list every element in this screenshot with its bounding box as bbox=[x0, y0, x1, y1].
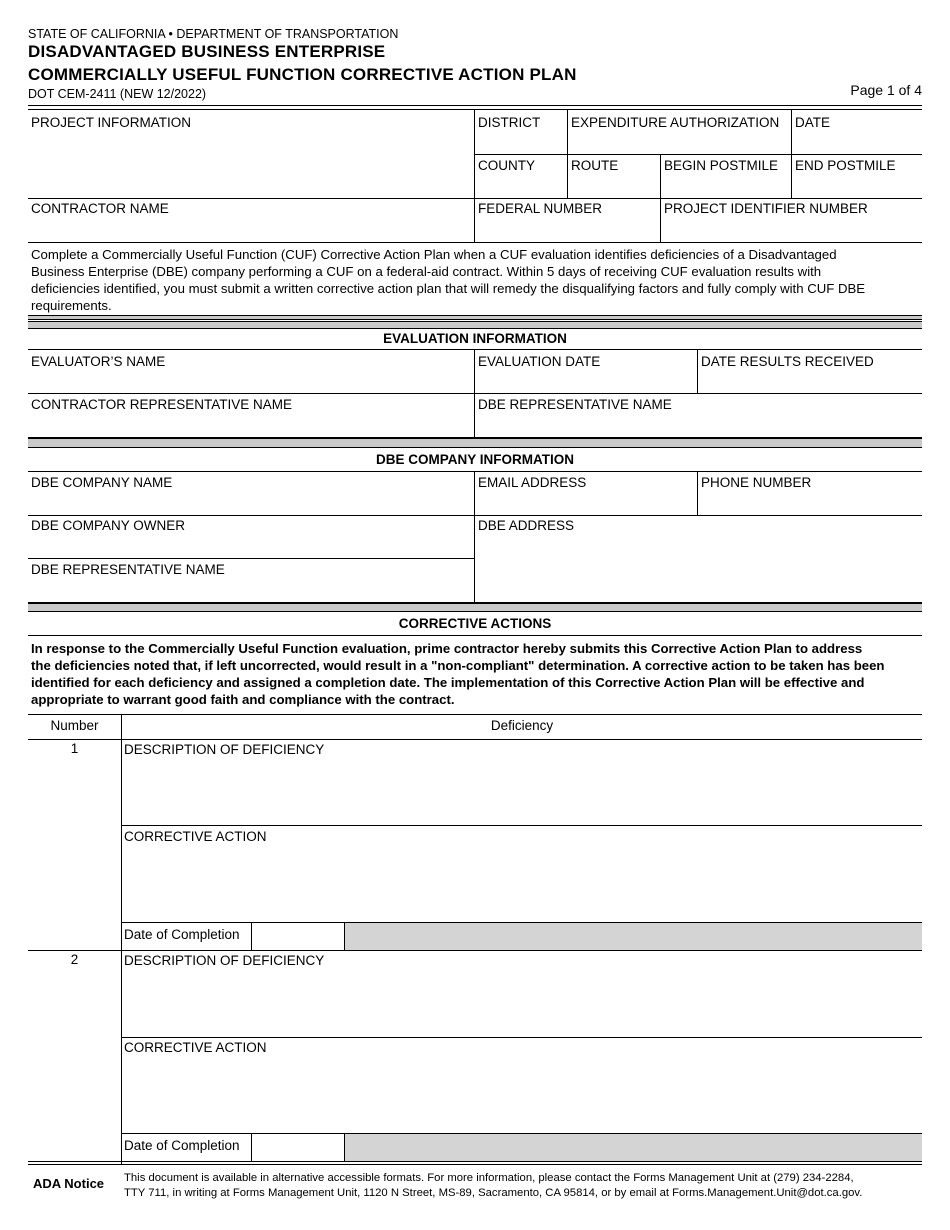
corrective-actions-heading: CORRECTIVE ACTIONS bbox=[398, 616, 552, 631]
end-postmile-field[interactable] bbox=[792, 174, 922, 197]
description-of-deficiency-field[interactable] bbox=[122, 971, 922, 1036]
corrective-statement: In response to the Commercially Useful Function evaluation, prime contractor hereby submits this Corrective Action Plan to address the deficiencies noted that, if left uncorrected, would result in a "non-compliant" determination. A corrective action to be taken has been identified for each deficiency and assigned a completion date. The implementation of this Corrective Action Plan will be effective and appropriate to warrant good faith and compliance with the contract. bbox=[31, 641, 885, 707]
evaluator-name-label: EVALUATOR’S NAME bbox=[31, 354, 166, 369]
dbe-address-field[interactable] bbox=[475, 534, 922, 601]
ada-notice-text: This document is available in alternative accessible formats. For more information, please contact the Forms Management Unit at (279) 234-2284, TTY 711, in writing at Forms Management Unit, 1120 N Street, MS-89, Sacramento, CA 95814, or by email at Forms.Management.Unit@dot.ca.gov. bbox=[124, 1172, 863, 1199]
federal-number-field[interactable] bbox=[475, 218, 660, 241]
project-information-field[interactable] bbox=[28, 131, 474, 197]
evaluation-date-label: EVALUATION DATE bbox=[478, 354, 601, 369]
form-number: DOT CEM-2411 (NEW 12/2022) bbox=[28, 87, 207, 101]
column-header-number: Number bbox=[50, 718, 99, 733]
date-of-completion-label: Date of Completion bbox=[124, 1138, 240, 1153]
description-of-deficiency-label: DESCRIPTION OF DEFICIENCY bbox=[124, 953, 325, 968]
description-of-deficiency-field[interactable] bbox=[122, 760, 922, 824]
project-identifier-number-field[interactable] bbox=[661, 218, 922, 241]
date-field[interactable] bbox=[792, 131, 922, 153]
date-results-received-field[interactable] bbox=[698, 370, 922, 392]
dbe-rep-name-field[interactable] bbox=[475, 413, 922, 436]
date-of-completion-field[interactable] bbox=[252, 923, 344, 950]
route-label: ROUTE bbox=[571, 158, 619, 173]
begin-postmile-field[interactable] bbox=[661, 174, 791, 197]
expenditure-authorization-field[interactable] bbox=[568, 131, 791, 153]
dbe-representative-name-label: DBE REPRESENTATIVE NAME bbox=[31, 562, 225, 577]
evaluation-date-field[interactable] bbox=[475, 370, 697, 392]
contractor-rep-name-label: CONTRACTOR REPRESENTATIVE NAME bbox=[31, 397, 293, 412]
agency-line: STATE OF CALIFORNIA • DEPARTMENT OF TRANSPORTATION bbox=[28, 27, 399, 41]
contractor-rep-name-field[interactable] bbox=[28, 413, 474, 436]
date-of-completion-label: Date of Completion bbox=[124, 927, 240, 942]
header-rule bbox=[28, 105, 922, 106]
shaded-cell bbox=[345, 1134, 922, 1161]
dbe-company-name-field[interactable] bbox=[28, 491, 474, 514]
contractor-name-label: CONTRACTOR NAME bbox=[31, 201, 169, 216]
begin-postmile-label: BEGIN POSTMILE bbox=[664, 158, 779, 173]
date-results-received-label: DATE RESULTS RECEIVED bbox=[701, 354, 874, 369]
project-identifier-number-label: PROJECT IDENTIFIER NUMBER bbox=[664, 201, 868, 216]
route-field[interactable] bbox=[568, 174, 660, 197]
description-of-deficiency-label: DESCRIPTION OF DEFICIENCY bbox=[124, 742, 325, 757]
federal-number-label: FEDERAL NUMBER bbox=[478, 201, 603, 216]
ada-notice-label: ADA Notice bbox=[33, 1176, 105, 1191]
dbe-rep-name-label: DBE REPRESENTATIVE NAME bbox=[478, 397, 672, 412]
dbe-address-label: DBE ADDRESS bbox=[478, 518, 575, 533]
email-address-field[interactable] bbox=[475, 491, 697, 514]
date-label: DATE bbox=[795, 115, 831, 130]
dbe-representative-name-field[interactable] bbox=[28, 578, 474, 601]
phone-number-label: PHONE NUMBER bbox=[701, 475, 812, 490]
date-of-completion-field[interactable] bbox=[252, 1134, 344, 1161]
district-label: DISTRICT bbox=[478, 115, 541, 130]
county-label: COUNTY bbox=[478, 158, 535, 173]
county-field[interactable] bbox=[475, 174, 567, 197]
evaluation-heading: EVALUATION INFORMATION bbox=[383, 331, 567, 346]
row-number: 2 bbox=[70, 952, 79, 967]
expenditure-authorization-label: EXPENDITURE AUTHORIZATION bbox=[571, 115, 780, 130]
district-field[interactable] bbox=[475, 131, 567, 153]
contractor-name-field[interactable] bbox=[28, 218, 474, 241]
corrective-action-label: CORRECTIVE ACTION bbox=[124, 1040, 267, 1055]
evaluator-name-field[interactable] bbox=[28, 370, 474, 392]
phone-number-field[interactable] bbox=[698, 491, 922, 514]
project-information-label: PROJECT INFORMATION bbox=[31, 115, 192, 130]
intro-paragraph: Complete a Commercially Useful Function (CUF) Corrective Action Plan when a CUF evaluation identifies deficiencies of a Disadvantaged Business Enterprise (DBE) company performing a CUF on a federal-aid contract. Within 5 days of receiving CUF evaluation results with deficiencies identified, you must submit a written corrective action plan that will remedy the disqualifying factors and fully comply with CUF DBE requirements. bbox=[31, 247, 866, 313]
corrective-action-field[interactable] bbox=[122, 1058, 922, 1132]
dbe-company-name-label: DBE COMPANY NAME bbox=[31, 475, 173, 490]
end-postmile-label: END POSTMILE bbox=[795, 158, 896, 173]
dbe-company-owner-field[interactable] bbox=[28, 534, 474, 557]
row-number: 1 bbox=[70, 741, 79, 756]
dbe-company-heading: DBE COMPANY INFORMATION bbox=[376, 452, 574, 467]
corrective-action-field[interactable] bbox=[122, 847, 922, 921]
form-title-line2: COMMERCIALLY USEFUL FUNCTION CORRECTIVE ACTION PLAN bbox=[28, 65, 577, 84]
corrective-action-label: CORRECTIVE ACTION bbox=[124, 829, 267, 844]
page-indicator: Page 1 of 4 bbox=[850, 82, 922, 98]
shaded-cell bbox=[345, 923, 922, 950]
form-title-line1: DISADVANTAGED BUSINESS ENTERPRISE bbox=[28, 42, 386, 61]
email-address-label: EMAIL ADDRESS bbox=[478, 475, 587, 490]
dbe-company-owner-label: DBE COMPANY OWNER bbox=[31, 518, 186, 533]
column-header-deficiency: Deficiency bbox=[490, 718, 554, 733]
